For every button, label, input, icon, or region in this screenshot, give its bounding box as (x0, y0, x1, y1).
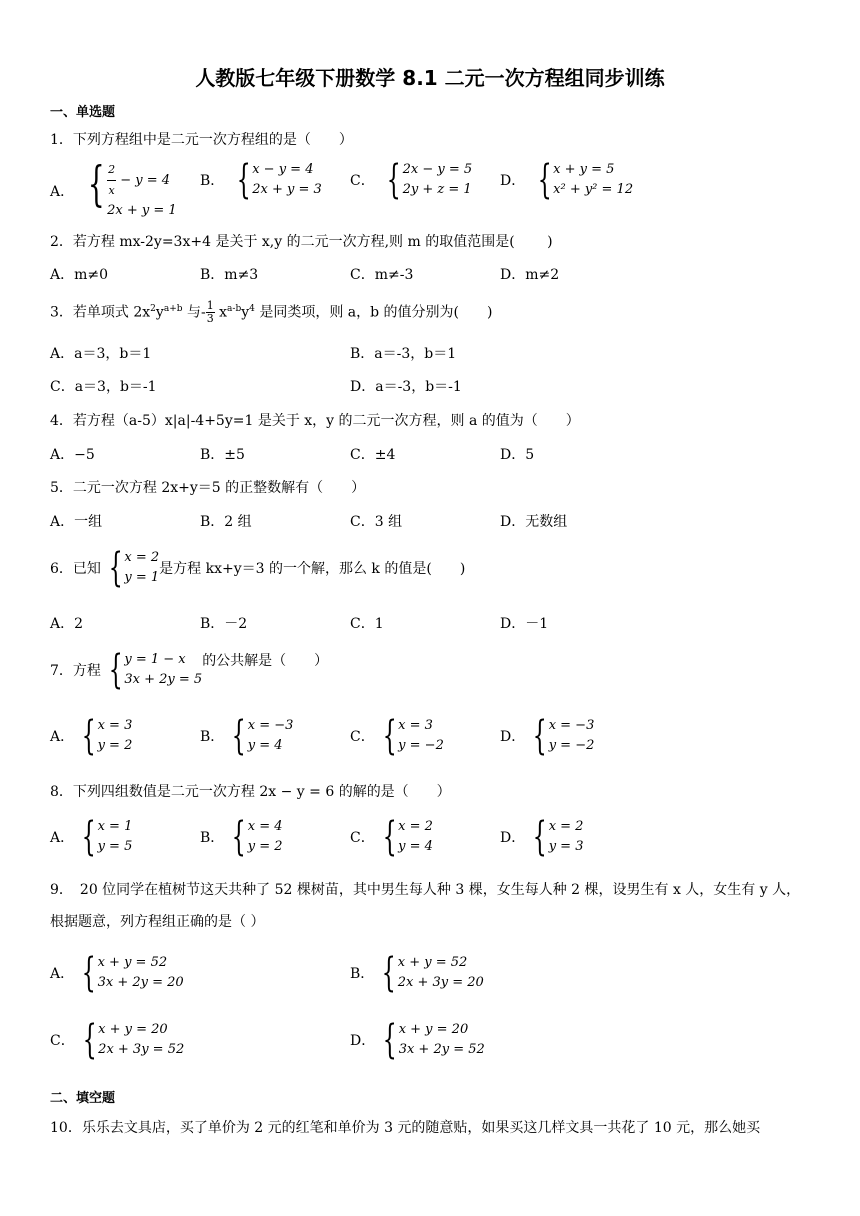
option-label: B． (350, 966, 375, 982)
option-d[interactable]: D．5 (500, 447, 535, 463)
option-b[interactable] (200, 157, 322, 203)
equation-system: { x = 2 y = 1 (108, 545, 160, 591)
equation-system: { x + y = 52 2x + 3y = 20 (382, 950, 484, 996)
equation-system: { x = 2 y = 3 (532, 814, 584, 860)
option-c[interactable] (350, 157, 473, 203)
option-label: A． (50, 183, 75, 200)
option-d[interactable]: D．－1 (500, 616, 549, 632)
question-7: 7．方程 { y = 1 − x 3x + 2y = 5 的公共解是（ ） (50, 647, 329, 693)
option-c[interactable] (350, 713, 444, 759)
option-b[interactable] (200, 713, 294, 759)
option-label: C． (50, 1033, 75, 1049)
option-d[interactable]: D．a＝-3，b＝-1 (350, 379, 462, 395)
option-d[interactable] (500, 713, 595, 759)
option-a[interactable] (50, 156, 177, 221)
option-a[interactable]: A．−5 (50, 447, 95, 463)
option-d[interactable] (350, 1017, 485, 1063)
option-d[interactable]: D．m≠2 (500, 267, 560, 283)
equation-system: { x + y = 5 x² + y² = 12 (537, 157, 634, 203)
option-label: D． (500, 830, 526, 846)
option-label: D． (500, 729, 526, 745)
option-label: C． (350, 830, 375, 846)
option-a[interactable] (50, 950, 184, 996)
question-9-options-row1 (50, 950, 810, 1003)
question-7-options (50, 713, 810, 766)
equation-system: { x + y = 52 3x + 2y = 20 (81, 950, 184, 996)
question-8: 8．下列四组数值是二元一次方程 2x − y = 6 的解的是（ ） (50, 784, 451, 800)
option-b[interactable]: B．±5 (200, 447, 245, 463)
option-b[interactable] (200, 814, 283, 860)
section-heading-single-choice: 一、单选题 (50, 105, 116, 120)
equation-system: { y = 1 − x 3x + 2y = 5 (108, 647, 203, 693)
equation-system: { x + y = 20 2x + 3y = 52 (82, 1017, 185, 1063)
option-c[interactable] (350, 814, 433, 860)
option-a[interactable]: A．a＝3，b＝1 (50, 346, 152, 362)
question-5: 5．二元一次方程 2x+y＝5 的正整数解有（ ） (50, 480, 366, 496)
option-c[interactable]: C．m≠-3 (350, 267, 414, 283)
option-b[interactable]: B．a＝-3，b＝1 (350, 346, 457, 362)
option-a[interactable]: A．2 (50, 616, 84, 632)
equation-system: { 2x − y = 5 2y + z = 1 (386, 157, 473, 203)
option-c[interactable] (50, 1017, 185, 1063)
question-1: 1．下列方程组中是二元一次方程组的是（ ） (50, 132, 353, 148)
option-c[interactable]: C．±4 (350, 447, 396, 463)
equation-system: { x = 3 y = −2 (382, 713, 444, 759)
question-10: 10．乐乐去文具店，买了单价为 2 元的红笔和单价为 3 元的随意贴，如果买这几样文具一共花了 10 元，那么她买 (50, 1120, 761, 1136)
question-2: 2．若方程 mx-2y=3x+4 是关于 x,y 的二元一次方程,则 m 的取值范围是( ) (50, 234, 553, 250)
option-label: D． (350, 1033, 376, 1049)
section-heading-fill-blank: 二、填空题 (50, 1091, 116, 1106)
equation-system: { x = 4 y = 2 (232, 814, 283, 860)
question-4: 4．若方程（a-5）x|a|-4+5y=1 是关于 x，y 的二元一次方程，则 a 的值为（ ） (50, 413, 580, 429)
equation-system: { x + y = 20 3x + 2y = 52 (382, 1017, 485, 1063)
option-a[interactable]: A．一组 (50, 514, 103, 530)
question-6: 6．已知 { x = 2 y = 1 是方程 kx+y＝3 的一个解，那么 k 的值是( ) (50, 545, 466, 591)
option-b[interactable]: B．2 组 (200, 514, 252, 530)
option-c[interactable]: C．1 (350, 616, 384, 632)
option-label: B． (200, 729, 225, 745)
equation-system: { x = 1 y = 5 (81, 814, 133, 860)
question-1-options (50, 156, 810, 218)
option-d[interactable]: D．无数组 (500, 514, 568, 530)
option-label: C． (350, 173, 375, 189)
equation-system: { x = 3 y = 2 (81, 713, 133, 759)
equation-system: { $\frac{2}{x}$ − y = 4 2x + y = 1 (87, 156, 177, 218)
option-label: B． (200, 830, 225, 846)
option-c[interactable]: C．a＝3，b＝-1 (50, 379, 157, 395)
question-9-options-row2 (50, 1017, 810, 1070)
option-label: B． (200, 173, 225, 189)
option-d[interactable] (500, 157, 634, 203)
option-b[interactable] (350, 950, 484, 996)
question-9: 9． 20 位同学在植树节这天共种了 52 棵树苗，其中男生每人种 3 棵，女生每人种 2 棵，设男生有 x 人，女生有 y 人，根据题意，列方程组正确的是（ ） (50, 882, 801, 930)
option-b[interactable]: B．－2 (200, 616, 248, 632)
option-label: D． (500, 173, 526, 189)
equation-system: { x = −3 y = −2 (532, 713, 595, 759)
option-a[interactable] (50, 814, 133, 860)
option-label: A． (50, 966, 75, 982)
option-b[interactable]: B．m≠3 (200, 267, 259, 283)
option-d[interactable] (500, 814, 584, 860)
option-label: A． (50, 729, 75, 745)
equation-system: { x = −3 y = 4 (232, 713, 294, 759)
equation-system: { x = 2 y = 4 (382, 814, 433, 860)
option-a[interactable]: A．m≠0 (50, 267, 109, 283)
option-c[interactable]: C．3 组 (350, 514, 403, 530)
question-8-options (50, 814, 810, 867)
question-3: 3．若单项式 $2x^2y^{a+b}$ 与- $\frac{1}{3}$ $x^{a-b}y^4$ 是同类项，则 a，b 的值分别为( ) (50, 299, 493, 325)
page-title: 人教版七年级下册数学 8.1 二元一次方程组同步训练 (195, 66, 665, 90)
option-a[interactable] (50, 713, 133, 759)
option-label: A． (50, 830, 75, 846)
equation-system: { x − y = 4 2x + y = 3 (236, 157, 322, 203)
option-label: C． (350, 729, 375, 745)
